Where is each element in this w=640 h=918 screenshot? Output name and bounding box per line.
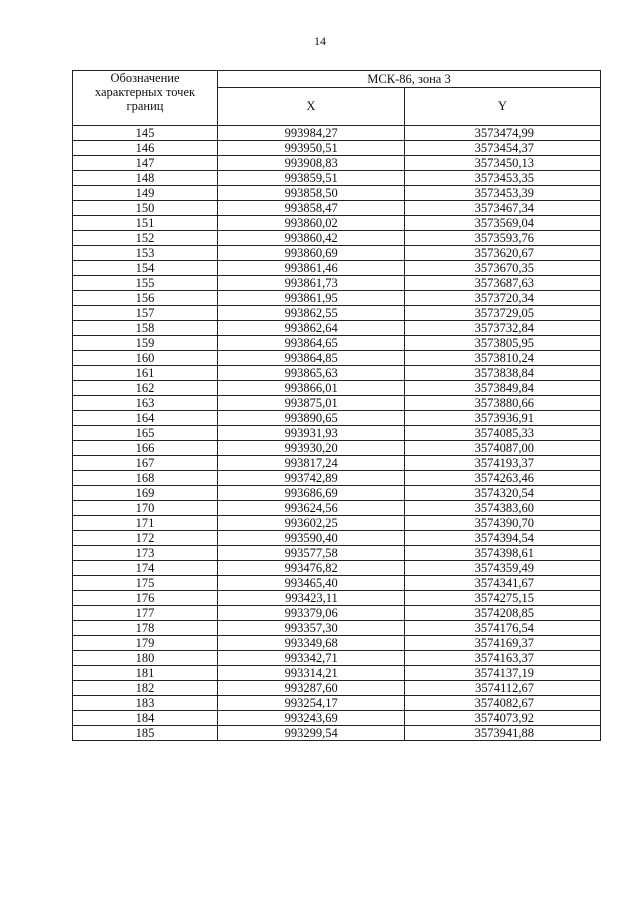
header-row-1 [73, 71, 601, 88]
x-coordinate-cell: 993577,58 [218, 546, 405, 561]
y-coordinate-cell: 3573593,76 [404, 231, 600, 246]
table-row [73, 336, 601, 351]
table-row [73, 351, 601, 366]
table-row [73, 726, 601, 741]
point-number-cell: 166 [73, 441, 218, 456]
y-coordinate-cell: 3574112,67 [404, 681, 600, 696]
point-number-cell: 159 [73, 336, 218, 351]
point-number-cell: 152 [73, 231, 218, 246]
x-coordinate-cell: 993866,01 [218, 381, 405, 396]
point-number-cell: 162 [73, 381, 218, 396]
y-coordinate-cell: 3573453,35 [404, 171, 600, 186]
y-coordinate-cell: 3574082,67 [404, 696, 600, 711]
table-row [73, 291, 601, 306]
point-number-cell: 148 [73, 171, 218, 186]
y-coordinate-cell: 3573838,84 [404, 366, 600, 381]
x-coordinate-cell: 993624,56 [218, 501, 405, 516]
point-number-cell: 157 [73, 306, 218, 321]
x-coordinate-cell: 993858,50 [218, 186, 405, 201]
table-row [73, 231, 601, 246]
y-coordinate-cell: 3574137,19 [404, 666, 600, 681]
point-number-cell: 181 [73, 666, 218, 681]
y-coordinate-cell: 3573687,63 [404, 276, 600, 291]
point-number-cell: 161 [73, 366, 218, 381]
point-number-cell: 171 [73, 516, 218, 531]
table-row [73, 396, 601, 411]
x-coordinate-cell: 993423,11 [218, 591, 405, 606]
x-coordinate-cell: 993602,25 [218, 516, 405, 531]
point-number-cell: 183 [73, 696, 218, 711]
point-number-cell: 185 [73, 726, 218, 741]
table-row [73, 186, 601, 201]
point-number-cell: 158 [73, 321, 218, 336]
x-coordinate-cell: 993860,42 [218, 231, 405, 246]
x-coordinate-cell: 993342,71 [218, 651, 405, 666]
x-coordinate-cell: 993984,27 [218, 126, 405, 141]
table-row [73, 576, 601, 591]
x-coordinate-cell: 993590,40 [218, 531, 405, 546]
table-header [73, 71, 601, 126]
y-coordinate-cell: 3573941,88 [404, 726, 600, 741]
x-coordinate-cell: 993349,68 [218, 636, 405, 651]
table-row [73, 156, 601, 171]
x-coordinate-cell: 993890,65 [218, 411, 405, 426]
y-coordinate-cell: 3573810,24 [404, 351, 600, 366]
x-coordinate-cell: 993862,55 [218, 306, 405, 321]
point-number-cell: 173 [73, 546, 218, 561]
table-row [73, 246, 601, 261]
point-number-cell: 145 [73, 126, 218, 141]
x-coordinate-cell: 993861,73 [218, 276, 405, 291]
x-coordinate-cell: 993865,63 [218, 366, 405, 381]
x-coordinate-cell: 993254,17 [218, 696, 405, 711]
x-coordinate-cell: 993686,69 [218, 486, 405, 501]
table-row [73, 141, 601, 156]
point-number-cell: 165 [73, 426, 218, 441]
x-coordinate-cell: 993875,01 [218, 396, 405, 411]
table-row [73, 486, 601, 501]
y-coordinate-cell: 3574163,37 [404, 651, 600, 666]
x-coordinate-cell: 993860,69 [218, 246, 405, 261]
point-number-cell: 163 [73, 396, 218, 411]
point-number-cell: 167 [73, 456, 218, 471]
y-coordinate-cell: 3574341,67 [404, 576, 600, 591]
y-coordinate-cell: 3574263,46 [404, 471, 600, 486]
y-coordinate-cell: 3574359,49 [404, 561, 600, 576]
y-coordinate-cell: 3573849,84 [404, 381, 600, 396]
table-row [73, 696, 601, 711]
y-coordinate-cell: 3573729,05 [404, 306, 600, 321]
y-coordinate-cell: 3574087,00 [404, 441, 600, 456]
y-coordinate-cell: 3573732,84 [404, 321, 600, 336]
coordinate-system-header: МСК-86, зона 3 [218, 71, 601, 88]
y-coordinate-cell: 3574398,61 [404, 546, 600, 561]
table-row [73, 306, 601, 321]
x-coordinate-cell: 993742,89 [218, 471, 405, 486]
point-designation-header: Обозначение характерных точек границ [73, 71, 218, 126]
table-row [73, 501, 601, 516]
table-row [73, 621, 601, 636]
point-number-cell: 172 [73, 531, 218, 546]
point-number-cell: 147 [73, 156, 218, 171]
table-row [73, 201, 601, 216]
point-number-cell: 153 [73, 246, 218, 261]
y-coordinate-cell: 3573467,34 [404, 201, 600, 216]
x-coordinate-cell: 993931,93 [218, 426, 405, 441]
x-coordinate-cell: 993243,69 [218, 711, 405, 726]
table-row [73, 321, 601, 336]
y-coordinate-cell: 3574390,70 [404, 516, 600, 531]
y-column-header: Y [404, 88, 600, 126]
x-coordinate-cell: 993357,30 [218, 621, 405, 636]
table-row [73, 606, 601, 621]
point-number-cell: 151 [73, 216, 218, 231]
point-number-cell: 176 [73, 591, 218, 606]
y-coordinate-cell: 3573450,13 [404, 156, 600, 171]
table-row [73, 276, 601, 291]
y-coordinate-cell: 3574085,33 [404, 426, 600, 441]
y-coordinate-cell: 3574169,37 [404, 636, 600, 651]
page-number: 14 [314, 34, 326, 48]
point-number-cell: 184 [73, 711, 218, 726]
x-coordinate-cell: 993908,83 [218, 156, 405, 171]
point-number-cell: 178 [73, 621, 218, 636]
point-number-cell: 175 [73, 576, 218, 591]
x-coordinate-cell: 993864,85 [218, 351, 405, 366]
y-coordinate-cell: 3574208,85 [404, 606, 600, 621]
y-coordinate-cell: 3573569,04 [404, 216, 600, 231]
x-coordinate-cell: 993858,47 [218, 201, 405, 216]
table-row [73, 471, 601, 486]
table-body [73, 126, 601, 741]
y-coordinate-cell: 3574320,54 [404, 486, 600, 501]
table-row [73, 666, 601, 681]
y-coordinate-cell: 3573453,39 [404, 186, 600, 201]
y-coordinate-cell: 3573805,95 [404, 336, 600, 351]
x-coordinate-cell: 993861,95 [218, 291, 405, 306]
table-row [73, 546, 601, 561]
y-coordinate-cell: 3573670,35 [404, 261, 600, 276]
table-row [73, 411, 601, 426]
point-number-cell: 179 [73, 636, 218, 651]
coordinates-table [72, 70, 601, 741]
point-number-cell: 174 [73, 561, 218, 576]
point-number-cell: 182 [73, 681, 218, 696]
point-number-cell: 177 [73, 606, 218, 621]
point-number-cell: 164 [73, 411, 218, 426]
y-coordinate-cell: 3574176,54 [404, 621, 600, 636]
y-coordinate-cell: 3573720,34 [404, 291, 600, 306]
x-coordinate-cell: 993314,21 [218, 666, 405, 681]
table-row [73, 261, 601, 276]
point-number-cell: 160 [73, 351, 218, 366]
table-row [73, 426, 601, 441]
x-coordinate-cell: 993287,60 [218, 681, 405, 696]
x-coordinate-cell: 993379,06 [218, 606, 405, 621]
point-number-cell: 180 [73, 651, 218, 666]
point-number-cell: 150 [73, 201, 218, 216]
x-coordinate-cell: 993864,65 [218, 336, 405, 351]
table-row [73, 651, 601, 666]
table-row [73, 711, 601, 726]
table-row [73, 381, 601, 396]
table-row [73, 441, 601, 456]
y-coordinate-cell: 3573474,99 [404, 126, 600, 141]
x-column-header: X [218, 88, 405, 126]
y-coordinate-cell: 3574073,92 [404, 711, 600, 726]
table-row [73, 681, 601, 696]
x-coordinate-cell: 993860,02 [218, 216, 405, 231]
y-coordinate-cell: 3574275,15 [404, 591, 600, 606]
table-row [73, 591, 601, 606]
table-row [73, 126, 601, 141]
y-coordinate-cell: 3574394,54 [404, 531, 600, 546]
point-number-cell: 168 [73, 471, 218, 486]
table-row [73, 366, 601, 381]
point-number-cell: 146 [73, 141, 218, 156]
y-coordinate-cell: 3574193,37 [404, 456, 600, 471]
table-row [73, 171, 601, 186]
x-coordinate-cell: 993861,46 [218, 261, 405, 276]
x-coordinate-cell: 993950,51 [218, 141, 405, 156]
point-number-cell: 149 [73, 186, 218, 201]
x-coordinate-cell: 993299,54 [218, 726, 405, 741]
table-row [73, 216, 601, 231]
table-row [73, 561, 601, 576]
point-number-cell: 170 [73, 501, 218, 516]
point-number-cell: 169 [73, 486, 218, 501]
table-row [73, 531, 601, 546]
point-number-cell: 155 [73, 276, 218, 291]
y-coordinate-cell: 3573936,91 [404, 411, 600, 426]
table-row [73, 636, 601, 651]
x-coordinate-cell: 993465,40 [218, 576, 405, 591]
point-number-cell: 154 [73, 261, 218, 276]
x-coordinate-cell: 993476,82 [218, 561, 405, 576]
y-coordinate-cell: 3574383,60 [404, 501, 600, 516]
y-coordinate-cell: 3573454,37 [404, 141, 600, 156]
x-coordinate-cell: 993862,64 [218, 321, 405, 336]
y-coordinate-cell: 3573620,67 [404, 246, 600, 261]
point-number-cell: 156 [73, 291, 218, 306]
table-row [73, 516, 601, 531]
x-coordinate-cell: 993817,24 [218, 456, 405, 471]
x-coordinate-cell: 993930,20 [218, 441, 405, 456]
y-coordinate-cell: 3573880,66 [404, 396, 600, 411]
x-coordinate-cell: 993859,51 [218, 171, 405, 186]
table-row [73, 456, 601, 471]
